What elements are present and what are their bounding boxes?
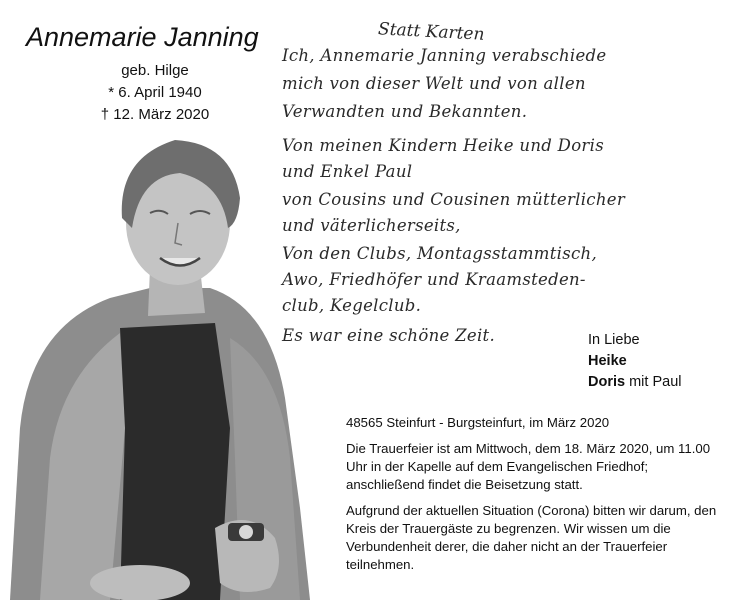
handwritten-line: Es war eine schöne Zeit.: [282, 326, 496, 345]
handwritten-line: Awo, Friedhöfer und Kraamsteden-: [282, 270, 586, 289]
deceased-name: Annemarie Janning: [26, 22, 259, 52]
greeting-intro: In Liebe: [588, 332, 640, 348]
handwritten-line: Ich, Annemarie Janning verabschiede: [282, 46, 607, 65]
ceremony-text: Die Trauerfeier ist am Mittwoch, dem 18. März 2020, um 11.00 Uhr in der Kapelle auf dem Evangelischen Friedhof; anschließend findet die Beisetzung statt.: [346, 441, 711, 492]
mourner-name: Heike: [588, 353, 627, 369]
handwritten-line: mich von dieser Welt und von allen: [282, 74, 586, 93]
greeting-block: [588, 330, 682, 393]
birth-date: * 6. April 1940: [108, 84, 202, 101]
mourner-suffix: mit Paul: [625, 374, 682, 390]
handwritten-line: von Cousins und Cousinen mütterlicher: [282, 190, 626, 209]
place-date: 48565 Steinfurt - Burgsteinfurt, im März 2020: [346, 415, 610, 430]
handwritten-line: club, Kegelclub.: [282, 296, 422, 315]
notice-text: Aufgrund der aktuellen Situation (Corona) bitten wir darum, den Kreis der Trauergäste zu begrenzen. Wir wissen um die Verbundenheit derer, die daher nicht an der Trauerfeier teilnehmen.: [346, 503, 717, 572]
handwritten-line: und väterlicherseits,: [282, 216, 461, 235]
handwritten-line: Von den Clubs, Montagsstammtisch,: [282, 244, 598, 263]
handwritten-line: Verwandten und Bekannten.: [282, 102, 528, 121]
handwritten-line: Von meinen Kindern Heike und Doris: [282, 136, 604, 155]
ceremony-info: [346, 414, 730, 582]
handwritten-line: und Enkel Paul: [282, 162, 413, 181]
life-dates: [60, 60, 250, 126]
death-date: † 12. März 2020: [100, 106, 210, 123]
mourner-name: Doris: [588, 374, 626, 390]
birth-name: geb. Hilge: [121, 62, 189, 79]
handwritten-message: [282, 19, 722, 352]
handwritten-title: Statt Karten: [377, 19, 485, 45]
